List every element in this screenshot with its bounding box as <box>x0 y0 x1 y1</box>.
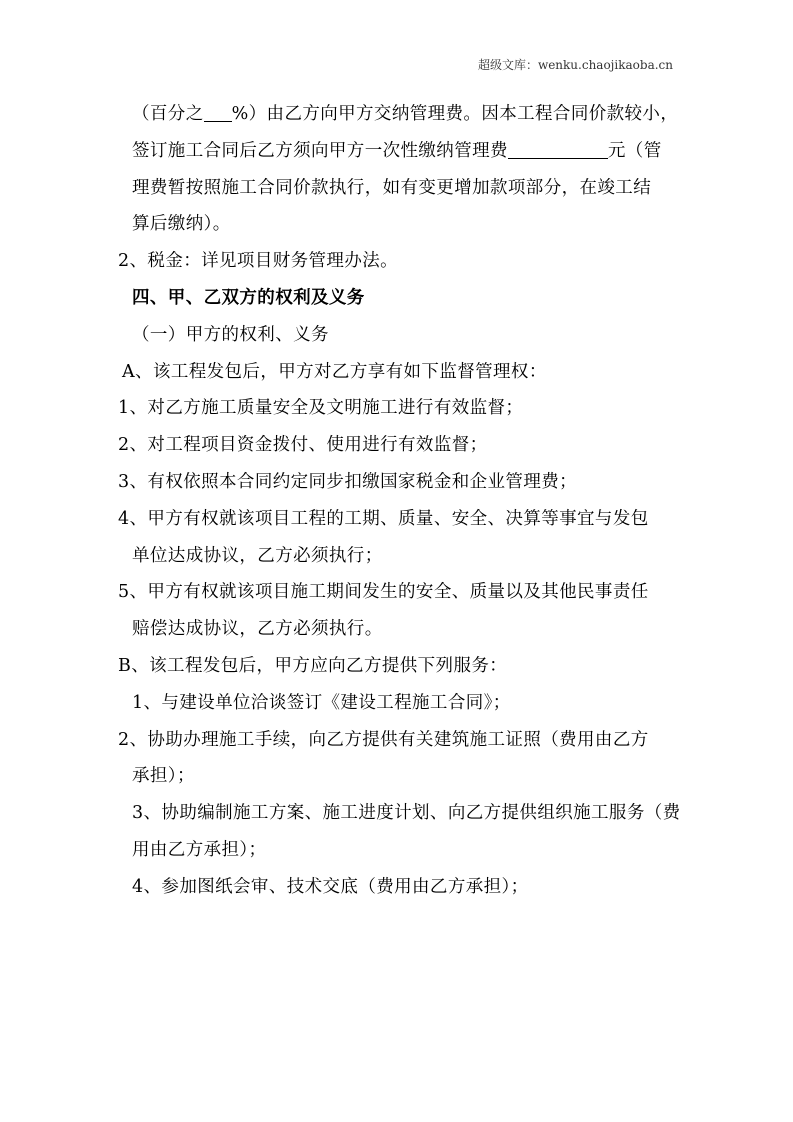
paragraph-line: 2、对工程项目资金拨付、使用进行有效监督； <box>118 435 488 456</box>
paragraph-line: 2、税金：详见项目财务管理办法。 <box>118 251 399 272</box>
paragraph-line: 2、协助办理施工手续，向乙方提供有关建筑施工证照（费用由乙方 <box>118 729 649 750</box>
paragraph-line: 单位达成协议，乙方必须执行； <box>132 545 383 566</box>
paragraph-line: 4、甲方有权就该项目工程的工期、质量、安全、决算等事宜与发包 <box>118 508 649 529</box>
paragraph-line <box>118 133 678 170</box>
paragraph-line: 1、与建设单位洽谈签订《建设工程施工合同》； <box>132 692 511 713</box>
paragraph-line: 理费暂按照施工合同价款执行，如有变更增加款项部分，在竣工结 <box>132 177 652 198</box>
paragraph-line: 5、甲方有权就该项目施工期间发生的安全、质量以及其他民事责任 <box>118 582 649 603</box>
subsection-heading: （一）甲方的权利、义务 <box>132 324 329 345</box>
paragraph-line: 3、有权依照本合同约定同步扣缴国家税金和企业管理费； <box>118 471 578 492</box>
paragraph-line: A、该工程发包后，甲方对乙方享有如下监督管理权： <box>122 361 547 382</box>
paragraph-line: 1、对乙方施工质量安全及文明施工进行有效监督； <box>118 398 524 419</box>
paragraph-line <box>118 96 678 133</box>
text-segment: 元（管 <box>607 140 662 161</box>
text-segment: （百分之 <box>132 104 204 124</box>
paragraph-line: B、该工程发包后，甲方应向乙方提供下列服务： <box>118 655 508 676</box>
header-watermark: 超级文库：wenku.chaojikaoba.cn <box>477 58 673 72</box>
text-segment: 签订施工合同后乙方须向甲方一次性缴纳管理费 <box>132 140 508 161</box>
fill-in-blank <box>508 140 608 159</box>
paragraph-line: 4、参加图纸会审、技术交底（费用由乙方承担）； <box>132 876 529 897</box>
fill-in-blank <box>204 104 232 123</box>
paragraph-line: 算后缴纳）。 <box>132 214 231 235</box>
paragraph-line: 承担）； <box>132 766 195 787</box>
paragraph-line: 用由乙方承担）； <box>132 839 267 860</box>
paragraph-line: 3、协助编制施工方案、施工进度计划、向乙方提供组织施工服务（费 <box>132 803 681 824</box>
text-segment: %）由乙方向甲方交纳管理费。因本工程合同价款较小， <box>231 104 679 124</box>
contract-body <box>118 96 681 906</box>
section-heading: 四、甲、乙双方的权利及义务 <box>132 287 365 308</box>
paragraph-line: 赔偿达成协议，乙方必须执行。 <box>132 619 383 640</box>
